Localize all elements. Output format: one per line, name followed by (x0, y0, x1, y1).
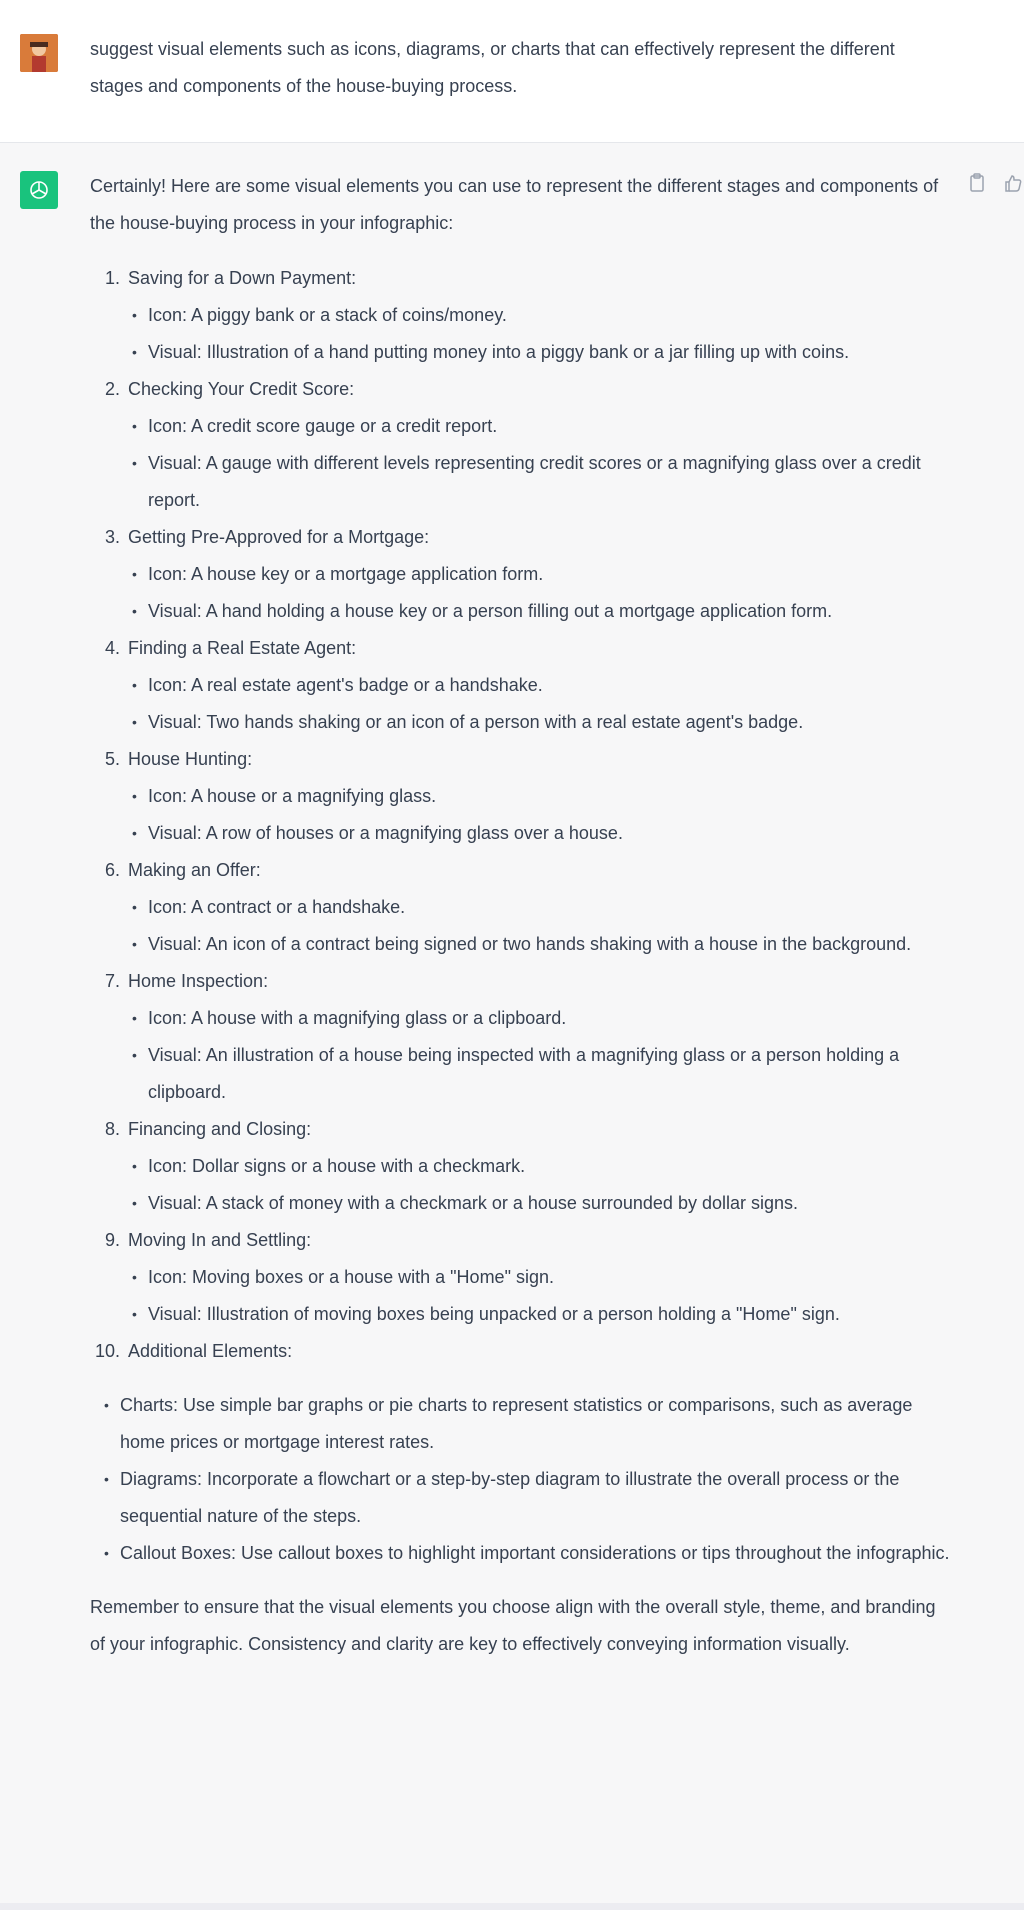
step-number: 5. (104, 749, 120, 769)
step-number: 3. (104, 527, 120, 547)
step-item (70, 852, 950, 963)
step-item (70, 1222, 950, 1333)
additional-item: • Callout Boxes: Use callout boxes to highlight important considerations or tips throughout the infographic. (90, 1535, 950, 1572)
step-number: 9. (104, 1230, 120, 1250)
openai-logo-icon (20, 171, 58, 209)
step-bullet: • Icon: A house key or a mortgage application form. (70, 556, 950, 593)
step-title: Checking Your Credit Score: (128, 379, 355, 399)
intro-paragraph: Certainly! Here are some visual elements you can use to represent the different stages and components of the house-buying process in your infographic: (90, 176, 939, 233)
assistant-message (0, 143, 1024, 1903)
step-bullet: • Visual: Illustration of moving boxes being unpacked or a person holding a "Home" sign. (70, 1296, 950, 1333)
step-item (70, 741, 950, 852)
step-bullet: • Icon: A real estate agent's badge or a handshake. (70, 667, 950, 704)
user-message (0, 0, 1024, 143)
step-bullet: • Icon: A credit score gauge or a credit report. (70, 408, 950, 445)
step-number: 8. (104, 1119, 120, 1139)
step-bullet: • Visual: Two hands shaking or an icon of a person with a real estate agent's badge. (70, 704, 950, 741)
step-item (70, 519, 950, 630)
step-title: Saving for a Down Payment: (128, 268, 357, 288)
step-bullet: • Visual: A row of houses or a magnifying glass over a house. (70, 815, 950, 852)
step-item (70, 1111, 950, 1222)
step-number: 2. (104, 379, 120, 399)
step-bullet: • Icon: Dollar signs or a house with a checkmark. (70, 1148, 950, 1185)
additional-item: • Diagrams: Incorporate a flowchart or a step-by-step diagram to illustrate the overall process or the sequential nature of the steps. (90, 1461, 950, 1535)
step-bullet: • Icon: A contract or a handshake. (70, 889, 950, 926)
step-number: 7. (104, 971, 120, 991)
user-message-text: suggest visual elements such as icons, diagrams, or charts that can effectively represent the different stages and components of the house-buying process. (90, 39, 895, 96)
step-title: Moving In and Settling: (128, 1230, 312, 1250)
assistant-message-text (90, 168, 950, 1663)
step-title: Making an Offer: (128, 860, 261, 880)
step-bullet: • Icon: A house or a magnifying glass. (70, 778, 950, 815)
step-bullet: • Icon: Moving boxes or a house with a "Home" sign. (70, 1259, 950, 1296)
step-item (70, 1333, 950, 1370)
step-bullet: • Visual: A stack of money with a checkmark or a house surrounded by dollar signs. (70, 1185, 950, 1222)
step-title: Finding a Real Estate Agent: (128, 638, 357, 658)
footer-divider (0, 1903, 1024, 1910)
additional-item: • Charts: Use simple bar graphs or pie charts to represent statistics or comparisons, such as average home prices or mortgage interest rates. (90, 1387, 950, 1461)
step-title: Additional Elements: (128, 1341, 293, 1361)
user-avatar-icon (20, 34, 58, 72)
step-title: Getting Pre-Approved for a Mortgage: (128, 527, 430, 547)
step-item (70, 260, 950, 371)
step-item (70, 630, 950, 741)
step-title: House Hunting: (128, 749, 253, 769)
additional-elements-list (90, 1387, 950, 1572)
step-number: 6. (104, 860, 120, 880)
step-item (70, 963, 950, 1111)
step-bullet: • Icon: A piggy bank or a stack of coins/money. (70, 297, 950, 334)
step-title: Home Inspection: (128, 971, 269, 991)
thumbs-up-icon[interactable] (1004, 173, 1022, 193)
clipboard-icon[interactable] (968, 173, 986, 193)
step-bullet: • Visual: An illustration of a house being inspected with a magnifying glass or a person holding a clipboard. (70, 1037, 950, 1111)
step-bullet: • Icon: A house with a magnifying glass or a clipboard. (70, 1000, 950, 1037)
step-bullet: • Visual: A hand holding a house key or a person filling out a mortgage application form. (70, 593, 950, 630)
step-bullet: • Visual: A gauge with different levels representing credit scores or a magnifying glass over a credit report. (70, 445, 950, 519)
steps-list (70, 260, 950, 1370)
step-title: Financing and Closing: (128, 1119, 312, 1139)
step-bullet: • Visual: An icon of a contract being signed or two hands shaking with a house in the background. (70, 926, 950, 963)
step-item (70, 371, 950, 519)
step-number: 4. (104, 638, 120, 658)
step-number: 10. (94, 1341, 120, 1361)
closing-paragraph: Remember to ensure that the visual elements you choose align with the overall style, theme, and branding of your infographic. Consistency and clarity are key to effectively conveying information visually. (90, 1597, 936, 1654)
step-bullet: • Visual: Illustration of a hand putting money into a piggy bank or a jar filling up with coins. (70, 334, 950, 371)
step-number: 1. (104, 268, 120, 288)
